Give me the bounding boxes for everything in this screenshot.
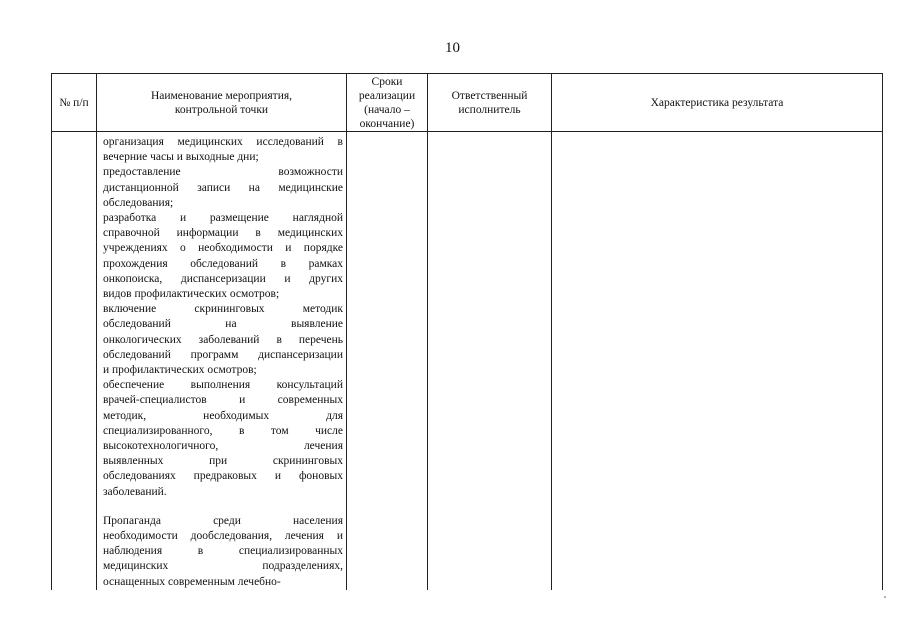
activity-text-line: оснащенных современным лечебно- bbox=[103, 575, 281, 588]
activity-text-line: справочной информации в медицинских bbox=[103, 227, 343, 240]
activity-text-line: и профилактических осмотров; bbox=[103, 364, 257, 377]
activity-paragraph-1 bbox=[103, 135, 343, 500]
activity-text-line: прохождения обследований в рамках bbox=[103, 257, 343, 270]
activity-text-line: Пропаганда среди населения bbox=[103, 514, 343, 527]
activity-paragraph-2 bbox=[103, 514, 343, 590]
activity-text-line: обследования; bbox=[103, 196, 174, 209]
header-terms bbox=[347, 74, 428, 132]
activity-text-line: методик, необходимых для bbox=[103, 409, 343, 422]
cell-result bbox=[552, 132, 883, 590]
header-activity-name-line2: контрольной точки bbox=[174, 103, 269, 116]
cell-responsible bbox=[428, 132, 552, 590]
activity-text-line: включение скрининговых методик bbox=[103, 303, 343, 316]
activity-text-line: организация медицинских исследований в bbox=[103, 136, 343, 148]
table-row bbox=[52, 132, 883, 590]
activity-text-line: онкопоиска, диспансеризации и других bbox=[103, 272, 343, 285]
activity-text bbox=[97, 132, 346, 590]
activity-text-line: обследованиях предраковых и фоновых bbox=[103, 470, 343, 483]
header-responsible-line1: Ответственный bbox=[451, 89, 528, 102]
activity-text-line: видов профилактических осмотров; bbox=[103, 288, 280, 301]
page-number: 10 bbox=[445, 40, 460, 56]
header-number: № п/п bbox=[52, 74, 97, 132]
header-terms-line3: (начало – bbox=[364, 103, 410, 116]
header-responsible-line2: исполнитель bbox=[458, 103, 521, 116]
activity-text-line: разработка и размещение наглядной bbox=[103, 212, 343, 225]
header-result: Характеристика результата bbox=[552, 74, 883, 132]
header-terms-line1: Сроки bbox=[371, 75, 403, 88]
activity-text-line: обследований на выявление bbox=[103, 318, 343, 331]
activity-text-line: высокотехнологичного, лечения bbox=[103, 440, 343, 453]
activity-text-line: онкологических заболеваний в перечень bbox=[103, 333, 343, 346]
header-terms-line2: реализации bbox=[358, 89, 416, 102]
activity-text-line: дистанционной записи на медицинские bbox=[103, 181, 343, 194]
activities-table bbox=[51, 73, 883, 590]
cell-terms bbox=[347, 132, 428, 590]
activity-text-line: врачей-специалистов и современных bbox=[103, 394, 343, 407]
activity-text-line: предоставление возможности bbox=[103, 166, 343, 179]
activity-text-line: специализированного, в том числе bbox=[103, 424, 343, 437]
activity-text-line: необходимости дообследования, лечения и bbox=[103, 530, 343, 543]
activity-text-line: обследований программ диспансеризации bbox=[103, 348, 343, 361]
header-terms-line4: окончание) bbox=[359, 117, 415, 130]
table-header-row bbox=[52, 74, 883, 132]
cell-number bbox=[52, 132, 97, 590]
cell-activity-name bbox=[97, 132, 347, 590]
scan-speck bbox=[884, 596, 886, 598]
header-responsible bbox=[428, 74, 552, 132]
activity-text-line: обеспечение выполнения консультаций bbox=[103, 379, 343, 392]
activity-text-line: заболеваний. bbox=[103, 485, 167, 498]
activity-text-line: медицинских подразделениях, bbox=[103, 560, 343, 573]
header-activity-name bbox=[97, 74, 347, 132]
activity-text-line: выявленных при скрининговых bbox=[103, 455, 343, 468]
activity-text-line: наблюдения в специализированных bbox=[103, 545, 343, 558]
header-activity-name-line1: Наименование мероприятия, bbox=[150, 89, 293, 102]
activity-text-line: учреждениях о необходимости и порядке bbox=[103, 242, 343, 255]
activity-text-line: вечерние часы и выходные дни; bbox=[103, 151, 259, 164]
